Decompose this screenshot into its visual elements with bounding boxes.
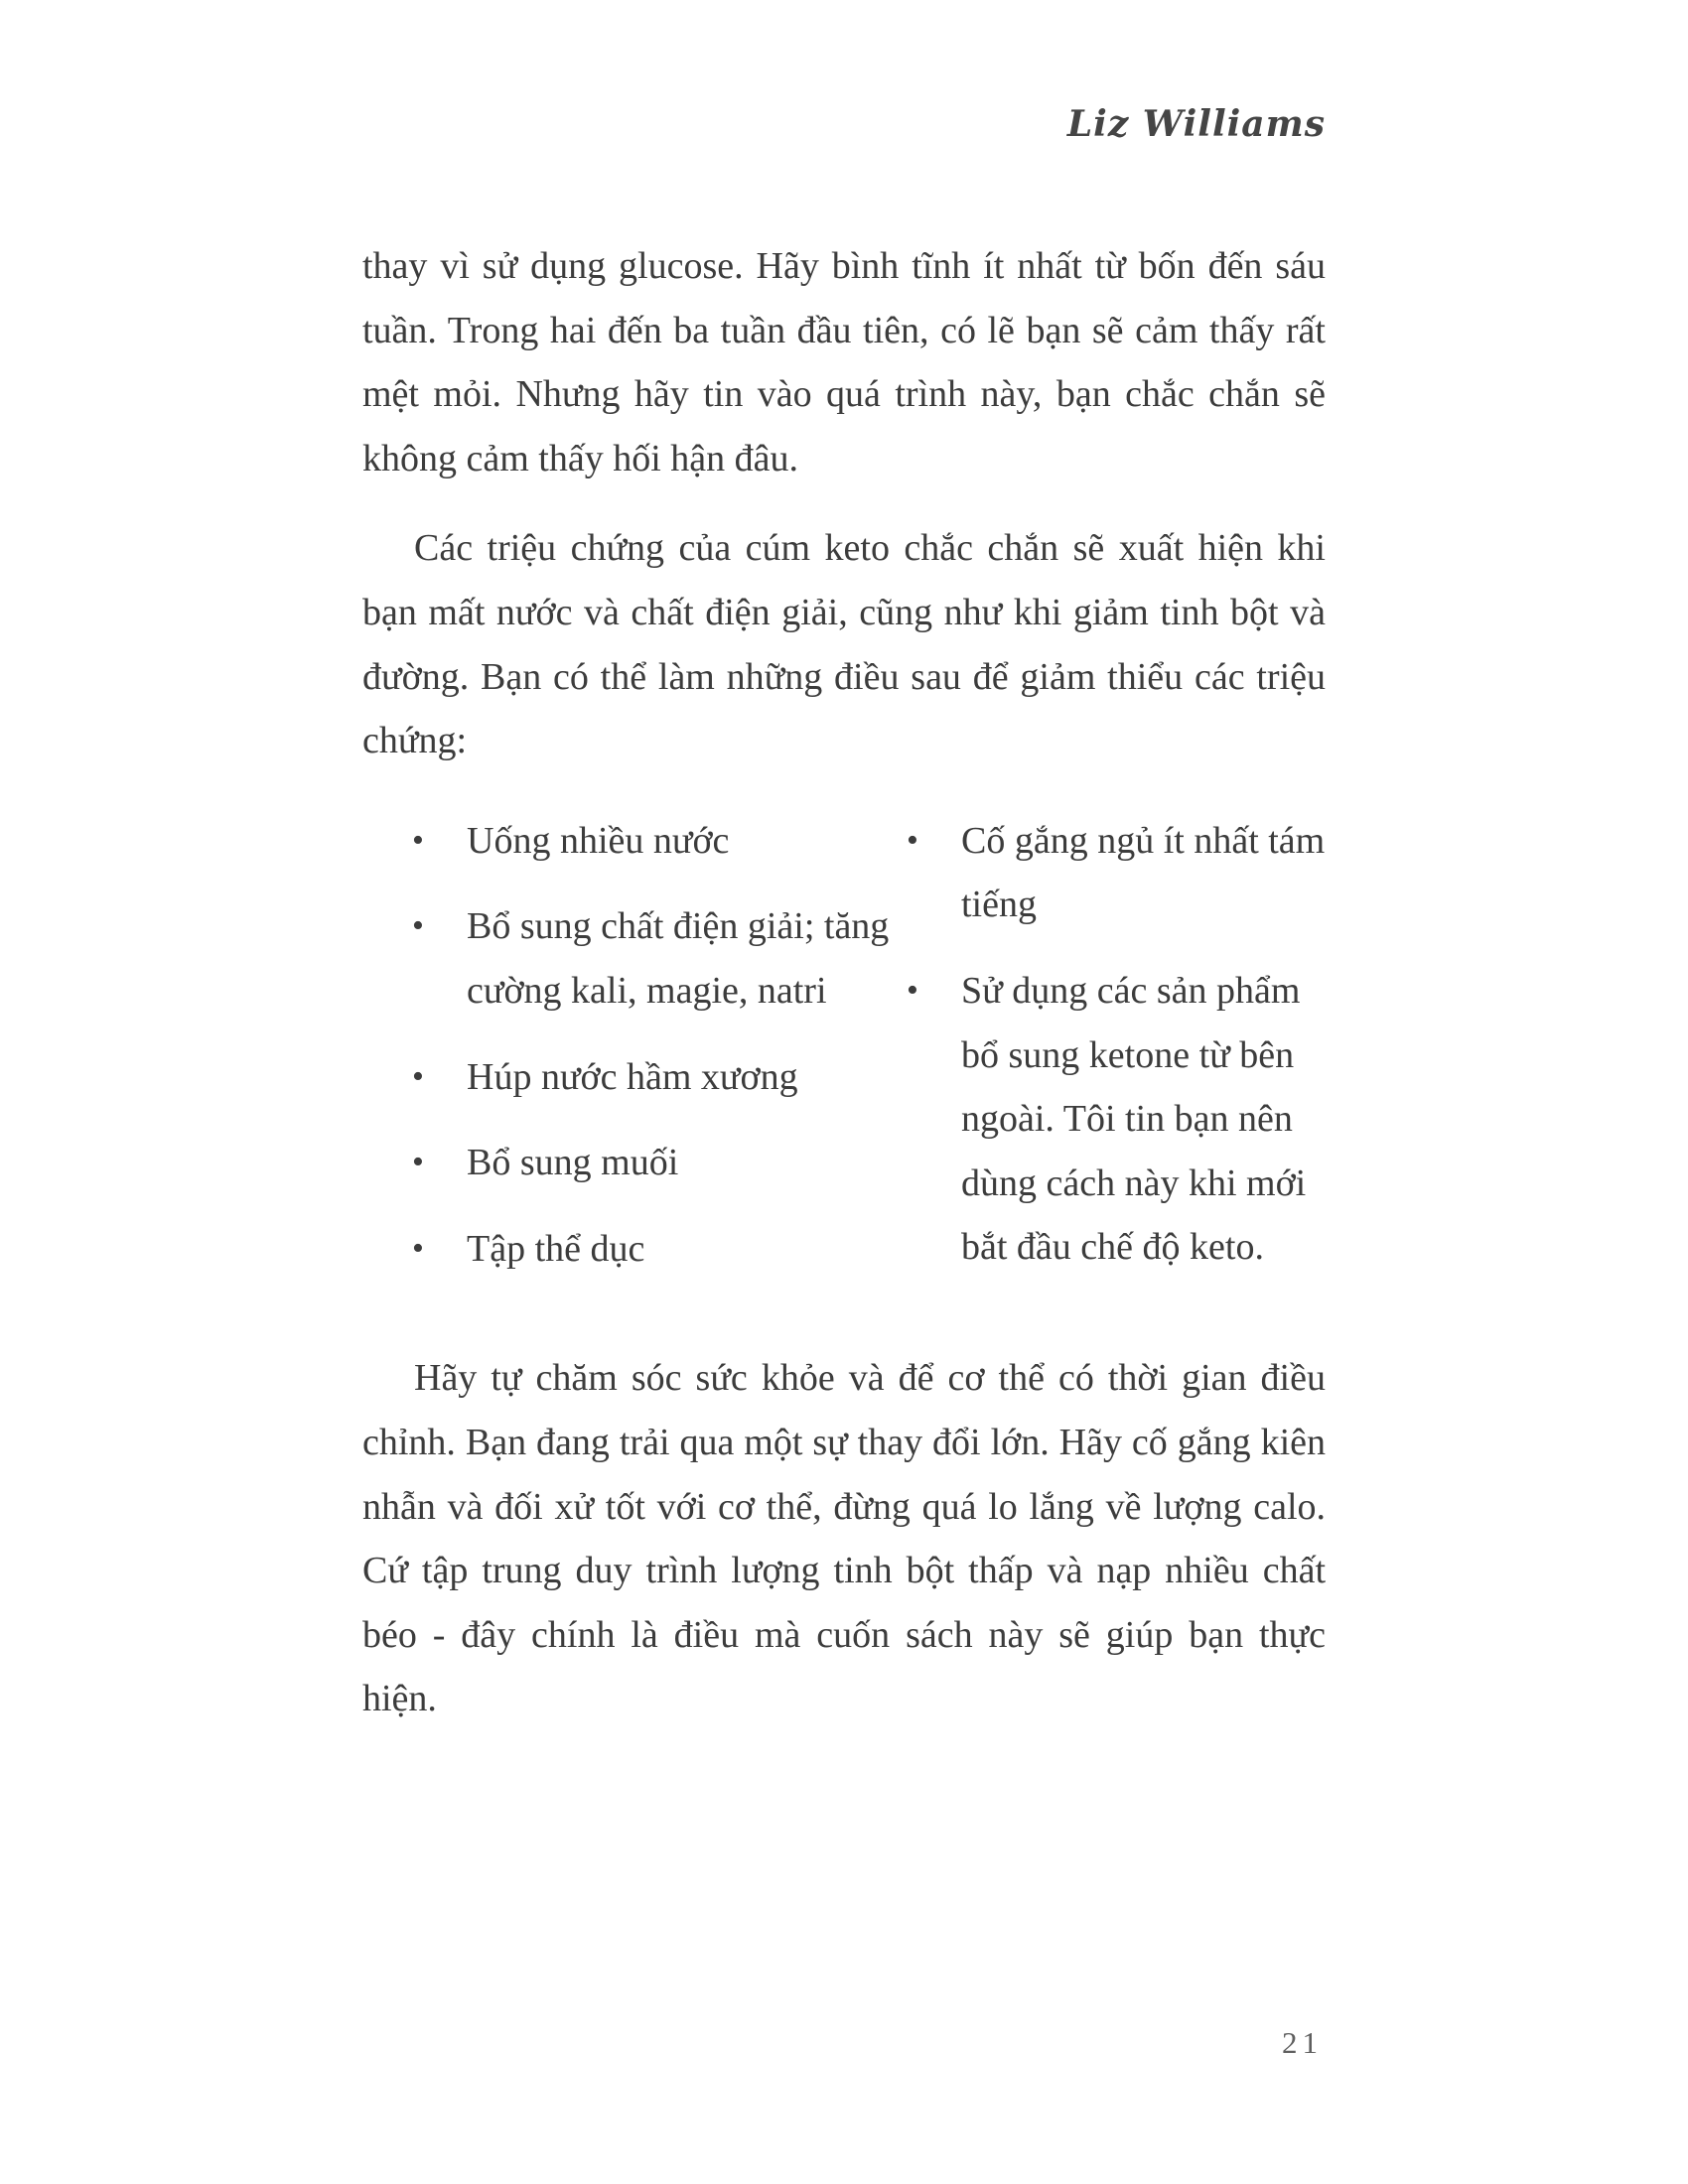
paragraph-2: Các triệu chứng của cúm keto chắc chắn sẽ xuất hiện khi bạn mất nước và chất điện giải, cũng như khi giảm tinh bột và đường. Bạn có thể làm những điều sau để giảm thiểu các triệu chứng: — [362, 527, 1326, 762]
bullet-icon: • — [907, 971, 918, 1009]
bullet-icon: • — [412, 1057, 424, 1095]
text-block — [362, 0, 1326, 1757]
list-item — [907, 959, 1326, 1280]
bullet-list — [362, 809, 1326, 1303]
page-number: 21 — [1282, 2025, 1323, 2060]
paragraph-1: thay vì sử dụng glucose. Hãy bình tĩnh ít nhất từ bốn đến sáu tuần. Trong hai đến ba tuần đầu tiên, có lẽ bạn sẽ cảm thấy rất mệt mỏi. Nhưng hãy tin vào quá trình này, bạn chắc chắn sẽ không cảm thấy hối hận đâu. — [362, 245, 1326, 479]
bullet-column-right — [907, 809, 1326, 1303]
list-item-text: Sử dụng các sản phẩm bổ sung ketone từ bên ngoài. Tôi tin bạn nên dùng cách này khi mới bắt đầu chế độ keto. — [961, 969, 1307, 1269]
bullet-icon: • — [412, 1229, 424, 1267]
bullet-column-left — [412, 809, 899, 1303]
page-body — [362, 234, 1326, 1731]
list-item-text: Uống nhiều nước — [467, 819, 730, 862]
list-item — [412, 1217, 899, 1282]
paragraph-3: Hãy tự chăm sóc sức khỏe và để cơ thể có thời gian điều chỉnh. Bạn đang trải qua một sự thay đổi lớn. Hãy cố gắng kiên nhẫn và đối xử tốt với cơ thể, đừng quá lo lắng về lượng calo. Cứ tập trung duy trình lượng tinh bột thấp và nạp nhiều chất béo - đây chính là điều mà cuốn sách này sẽ giúp bạn thực hiện. — [362, 1357, 1326, 1720]
list-item-text: Bổ sung muối — [467, 1142, 679, 1184]
list-item-text: Cố gắng ngủ ít nhất tám tiếng — [961, 819, 1326, 926]
list-item — [412, 894, 899, 1023]
bullet-icon: • — [907, 821, 918, 859]
bullet-icon: • — [412, 821, 424, 859]
list-item — [412, 1045, 899, 1110]
list-item-text: Húp nước hầm xương — [467, 1055, 798, 1098]
list-item-text: Tập thể dục — [467, 1227, 645, 1270]
author-name: Liz Williams — [1066, 103, 1326, 145]
bullet-icon: • — [412, 1144, 424, 1181]
list-item-text: Bổ sung chất điện giải; tăng cường kali, magie, natri — [467, 905, 890, 1012]
list-item — [907, 809, 1326, 937]
running-header — [362, 103, 1326, 145]
list-item — [412, 809, 899, 874]
list-item — [412, 1131, 899, 1195]
bullet-icon: • — [412, 907, 424, 945]
